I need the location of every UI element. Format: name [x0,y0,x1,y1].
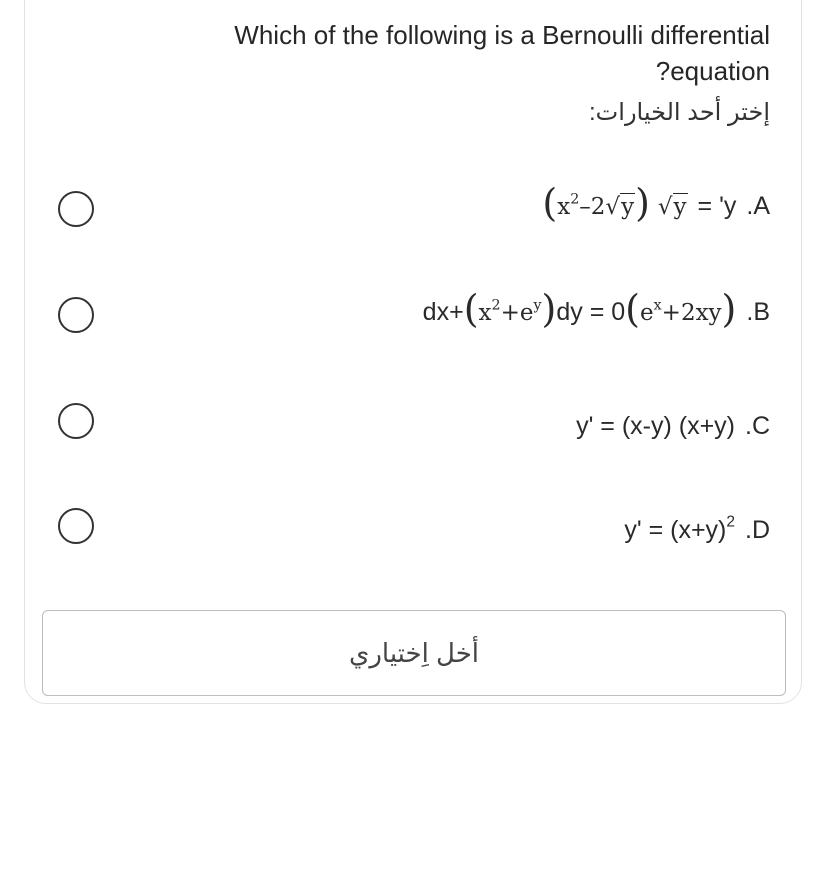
option-c-label: y' = (x-y) (x+y) [576,412,735,440]
option-b-dx: dx+ [422,298,464,326]
question-text-line-1: Which of the following is a Bernoulli differential [234,20,770,50]
option-b-term2: $x^2+e^y$ [478,297,542,326]
question-text-line-2: ?equation [655,56,770,86]
instruction-text: إختر أحد الخيارات: [589,99,770,126]
option-d[interactable] [624,502,770,546]
option-b-dy: dy = 0 [556,298,626,326]
option-b-letter: .B [746,298,770,326]
option-c[interactable] [576,398,770,442]
option-d-letter: .D [745,516,770,544]
option-c-letter: .C [745,412,770,440]
option-b-term1: $e^x+2xy$ [640,297,722,326]
radio-option-b[interactable] [58,297,94,333]
radio-option-d[interactable] [58,508,94,544]
option-a[interactable] [542,178,770,225]
option-a-letter: .A [746,192,770,220]
clear-choice-button[interactable]: أخل اِختياري [42,610,786,696]
radio-option-a[interactable] [58,191,94,227]
option-a-lhs: = 'y [697,192,737,220]
option-b[interactable]: dx+ ( $x^2+e^y$ ) dy = 0 ( $e^x+2xy$ ) .B [422,287,770,331]
option-a-expression: ( $x^2-2√y$ ) √y [542,181,687,225]
radio-option-c[interactable] [58,403,94,439]
option-d-label: $y' = (x+y)^2$ [624,513,735,544]
